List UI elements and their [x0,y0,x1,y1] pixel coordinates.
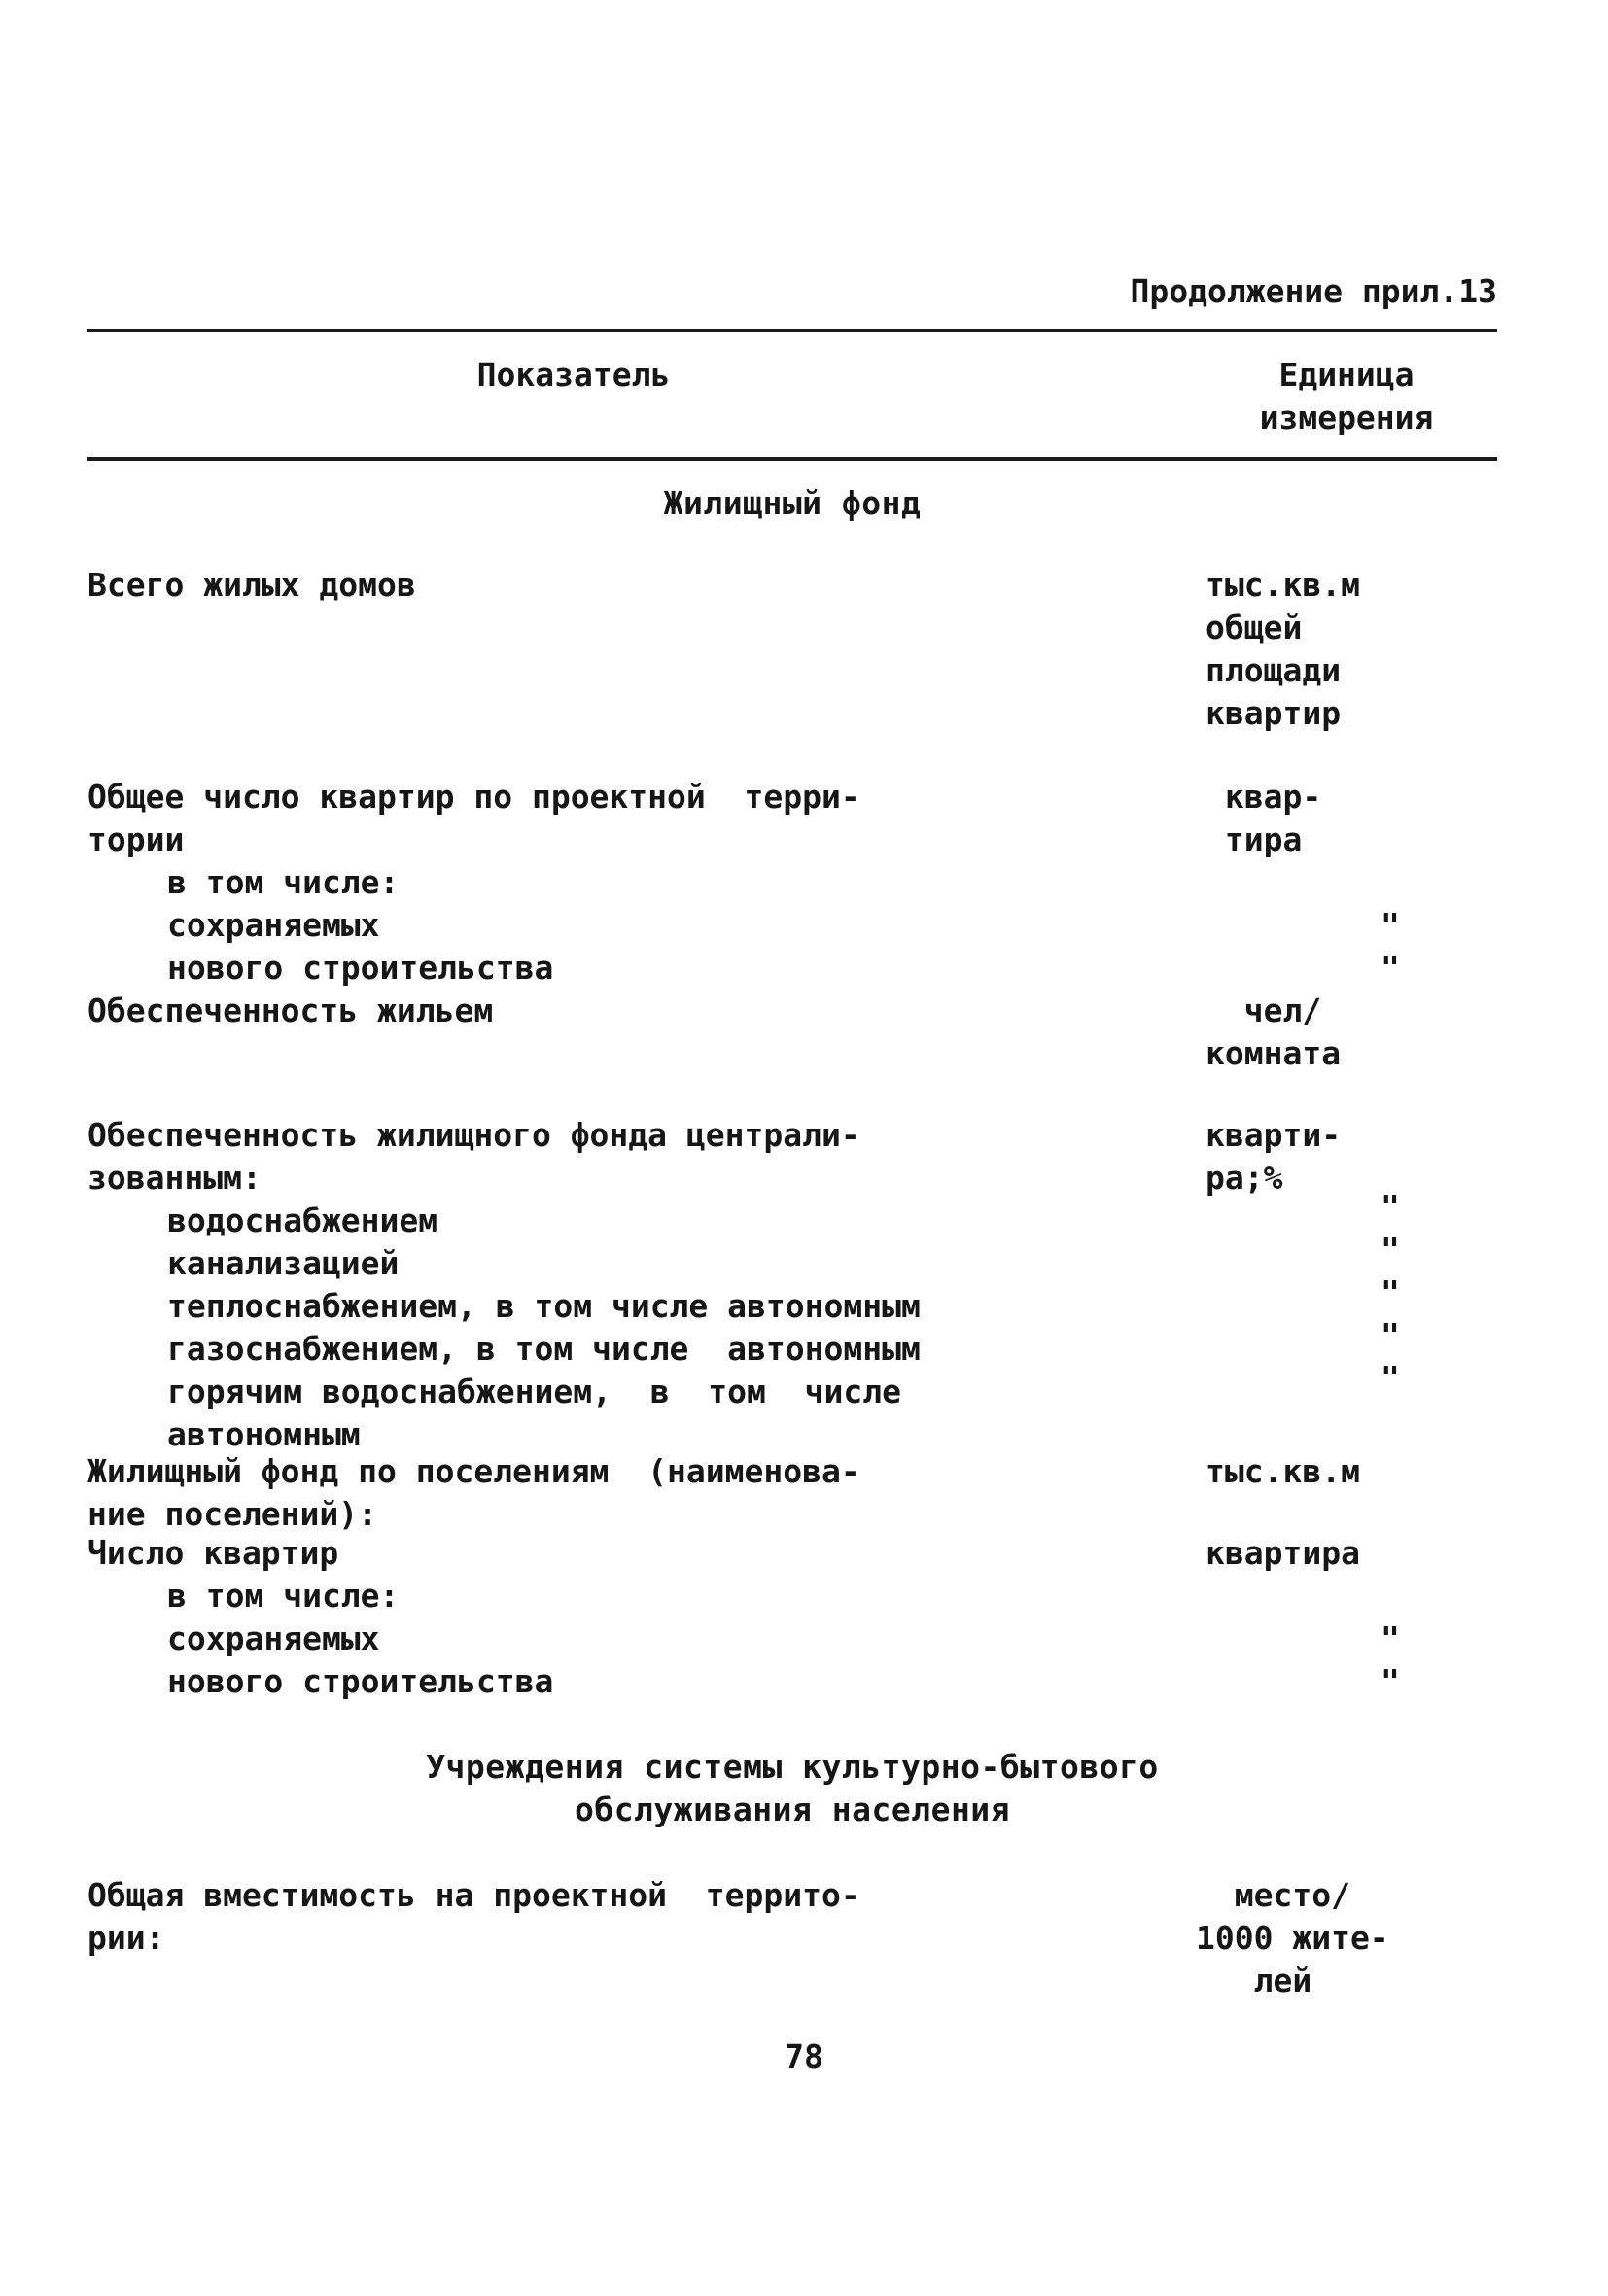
column-header-unit [1206,354,1487,439]
row-unit-line: площади [1206,651,1342,689]
row-sublabel: нового строительства [167,1662,554,1700]
section-services-title-line-2: обслуживания населения [574,1791,1011,1828]
ditto-mark: " [1381,1619,1400,1657]
row-sublabel: автономным [167,1415,361,1453]
ditto-mark: " [1381,1359,1400,1397]
row-unit-line: лей [1196,1962,1312,2000]
row-unit-line: тира [1206,820,1303,858]
row-unit-line: квартир [1206,694,1342,732]
column-header-unit-line-2: измерения [1259,399,1434,436]
row-label: ние поселений): [87,1495,378,1533]
row-unit-line: тыс.кв.м [1206,1452,1360,1490]
row-label: тории [87,820,185,858]
row-sublabel: газоснабжением, в том числе автономным [167,1330,921,1368]
row-label: Обеспеченность жильем [87,991,494,1029]
row-unit-line: чел/ [1206,991,1322,1029]
table-header-rule [87,457,1497,461]
table-top-rule [87,329,1497,332]
row-sublabel: водоснабжением [167,1201,438,1239]
row-label: зованным: [87,1159,262,1197]
row-unit-line: общей [1206,609,1303,646]
ditto-mark: " [1381,906,1400,944]
ditto-mark: " [1381,949,1400,987]
row-sublabel: нового строительства [167,949,554,987]
ditto-mark: " [1381,1188,1400,1226]
column-header-indicator: Показатель [476,356,671,394]
row-label: Всего жилых домов [87,566,416,604]
row-label: Обеспеченность жилищного фонда централи- [87,1116,860,1154]
row-unit-line: 1000 жите- [1196,1919,1389,1957]
section-housing-title: Жилищный фонд [663,484,922,522]
row-sublabel: теплоснабжением, в том числе автономным [167,1287,921,1325]
row-unit-line: квар- [1206,778,1322,816]
section-services-title [87,1746,1497,1831]
row-unit-line: комната [1206,1034,1342,1072]
ditto-mark: " [1381,1273,1400,1311]
row-unit-line: место/ [1196,1876,1350,1914]
row-label: Общее число квартир по проектной терри- [87,778,860,816]
row-label: Число квартир [87,1534,339,1572]
ditto-mark: " [1381,1662,1400,1700]
row-sublabel: сохраняемых [167,1619,380,1657]
row-unit-line: тыс.кв.м [1206,566,1360,604]
page-number: 78 [785,2037,823,2075]
row-label: Общая вместимость на проектной террито- [87,1876,860,1914]
section-services-title-line-1: Учреждения системы культурно-бытового [426,1748,1159,1786]
row-label: рии: [87,1919,165,1957]
row-sublabel: сохраняемых [167,906,380,944]
continuation-label: Продолжение прил.13 [1130,272,1497,310]
column-header-unit-line-1: Единица [1278,356,1415,394]
row-unit-line: ра;% [1206,1159,1283,1197]
row-unit-line: кварти- [1206,1116,1342,1154]
ditto-mark: " [1381,1231,1400,1269]
row-sublabel: в том числе: [167,863,400,901]
row-unit-line: квартира [1206,1534,1360,1572]
ditto-mark: " [1381,1316,1400,1354]
row-label: Жилищный фонд по поселениям (наименова- [87,1452,860,1490]
row-sublabel: канализацией [167,1244,400,1282]
row-sublabel: в том числе: [167,1577,400,1615]
row-sublabel: горячим водоснабжением, в том числе [167,1373,901,1410]
